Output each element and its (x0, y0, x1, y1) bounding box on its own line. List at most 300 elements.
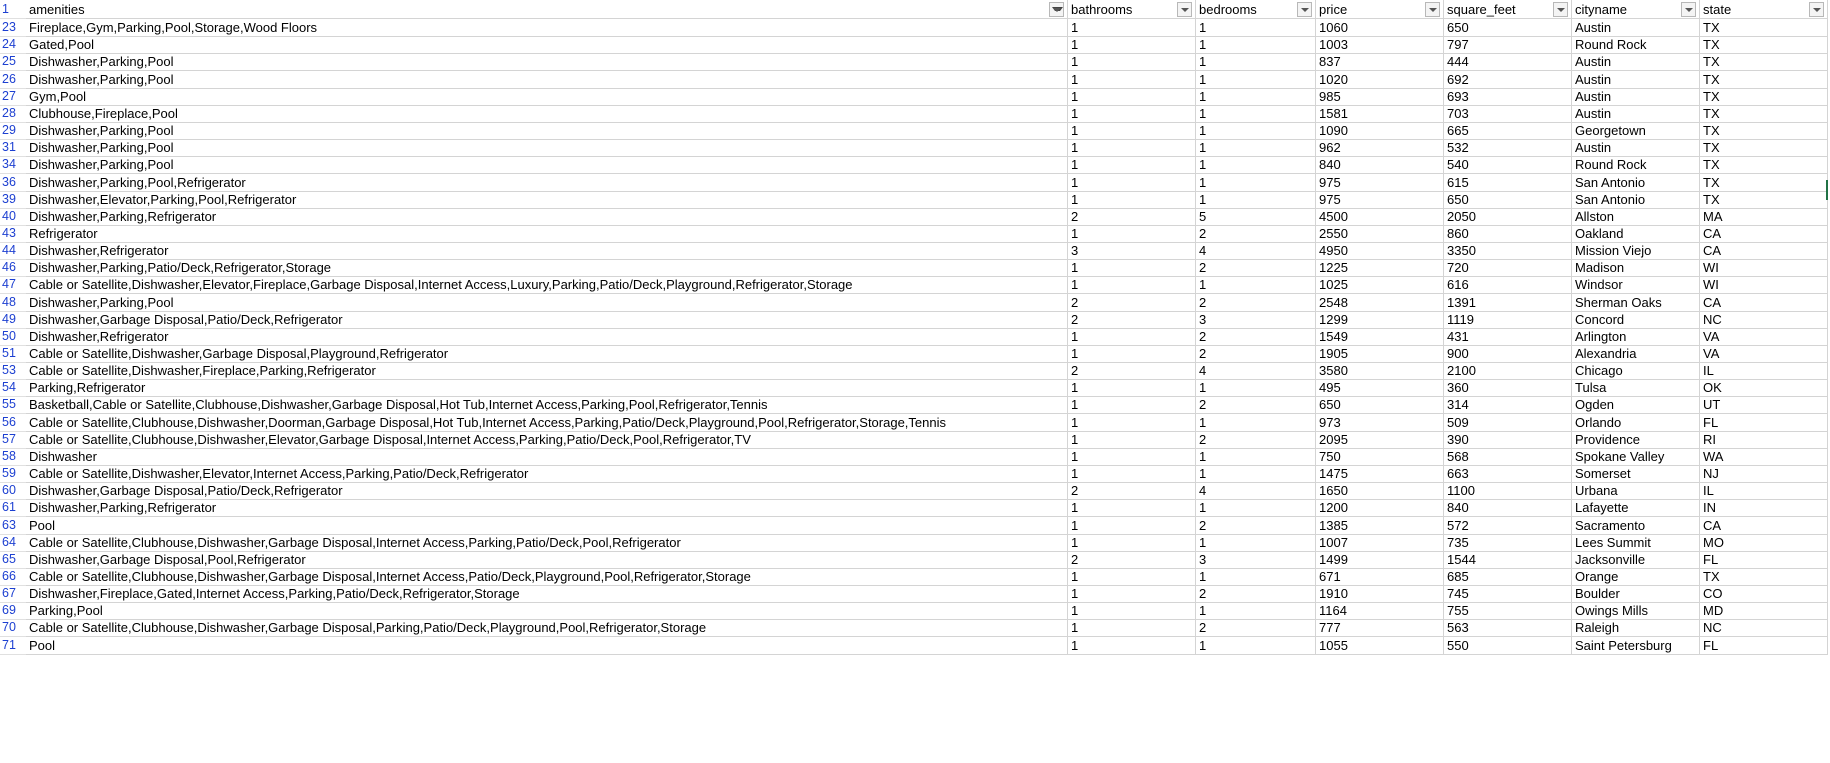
cell-amenities[interactable]: Dishwasher,Parking,Pool (26, 155, 1068, 174)
cell-bathrooms[interactable]: 1 (1068, 121, 1196, 140)
cell-square-feet[interactable]: 615 (1444, 173, 1572, 192)
row-number[interactable]: 54 (0, 378, 26, 397)
cell-price[interactable]: 1200 (1316, 498, 1444, 517)
cell-price[interactable]: 495 (1316, 378, 1444, 397)
cell-amenities[interactable]: Parking,Refrigerator (26, 378, 1068, 397)
cell-amenities[interactable]: Fireplace,Gym,Parking,Pool,Storage,Wood Floors (26, 18, 1068, 37)
cell-bathrooms[interactable]: 1 (1068, 516, 1196, 535)
cell-cityname[interactable]: Raleigh (1572, 618, 1700, 637)
cell-price[interactable]: 1003 (1316, 35, 1444, 54)
cell-square-feet[interactable]: 1100 (1444, 481, 1572, 500)
cell-amenities[interactable]: Dishwasher,Refrigerator (26, 327, 1068, 346)
cell-state[interactable]: MA (1700, 207, 1828, 226)
cell-cityname[interactable]: Urbana (1572, 481, 1700, 500)
cell-price[interactable]: 750 (1316, 447, 1444, 466)
cell-bedrooms[interactable]: 1 (1196, 35, 1316, 54)
cell-square-feet[interactable]: 720 (1444, 258, 1572, 277)
cell-bedrooms[interactable]: 1 (1196, 498, 1316, 517)
cell-square-feet[interactable]: 444 (1444, 52, 1572, 71)
cell-amenities[interactable]: Cable or Satellite,Clubhouse,Dishwasher,Garbage Disposal,Parking,Patio/Deck,Playground,Pool,Refrigerator,Storage (26, 618, 1068, 637)
cell-bedrooms[interactable]: 1 (1196, 121, 1316, 140)
cell-cityname[interactable]: Jacksonville (1572, 550, 1700, 569)
cell-bathrooms[interactable]: 2 (1068, 310, 1196, 329)
cell-bathrooms[interactable]: 1 (1068, 155, 1196, 174)
cell-amenities[interactable]: Dishwasher,Garbage Disposal,Patio/Deck,Refrigerator (26, 481, 1068, 500)
cell-amenities[interactable]: Dishwasher,Garbage Disposal,Pool,Refrigerator (26, 550, 1068, 569)
cell-square-feet[interactable]: 735 (1444, 533, 1572, 552)
cell-state[interactable]: VA (1700, 344, 1828, 363)
cell-cityname[interactable]: Windsor (1572, 275, 1700, 294)
cell-state[interactable]: CA (1700, 516, 1828, 535)
cell-bathrooms[interactable]: 1 (1068, 52, 1196, 71)
cell-state[interactable]: OK (1700, 378, 1828, 397)
cell-cityname[interactable]: San Antonio (1572, 190, 1700, 209)
cell-bedrooms[interactable]: 2 (1196, 224, 1316, 243)
cell-cityname[interactable]: Lees Summit (1572, 533, 1700, 552)
row-number[interactable]: 61 (0, 498, 26, 517)
cell-cityname[interactable]: Austin (1572, 70, 1700, 89)
cell-amenities[interactable]: Basketball,Cable or Satellite,Clubhouse,Dishwasher,Garbage Disposal,Hot Tub,Internet Access,Parking,Pool,Refrigerator,Tennis (26, 395, 1068, 414)
cell-amenities[interactable]: Dishwasher,Fireplace,Gated,Internet Access,Parking,Patio/Deck,Refrigerator,Storage (26, 584, 1068, 603)
cell-bathrooms[interactable]: 1 (1068, 636, 1196, 655)
filter-dropdown-icon[interactable] (1425, 2, 1440, 17)
cell-bedrooms[interactable]: 1 (1196, 52, 1316, 71)
cell-amenities[interactable]: Dishwasher,Elevator,Parking,Pool,Refrigerator (26, 190, 1068, 209)
cell-bedrooms[interactable]: 1 (1196, 104, 1316, 123)
cell-bedrooms[interactable]: 1 (1196, 636, 1316, 655)
cell-bathrooms[interactable]: 2 (1068, 293, 1196, 312)
cell-cityname[interactable]: Austin (1572, 18, 1700, 37)
cell-amenities[interactable]: Dishwasher,Parking,Patio/Deck,Refrigerator,Storage (26, 258, 1068, 277)
cell-state[interactable]: FL (1700, 636, 1828, 655)
cell-amenities[interactable]: Gated,Pool (26, 35, 1068, 54)
cell-bathrooms[interactable]: 2 (1068, 207, 1196, 226)
cell-price[interactable]: 1905 (1316, 344, 1444, 363)
cell-amenities[interactable]: Pool (26, 516, 1068, 535)
cell-bedrooms[interactable]: 2 (1196, 584, 1316, 603)
cell-amenities[interactable]: Cable or Satellite,Dishwasher,Elevator,Internet Access,Parking,Patio/Deck,Refrigerator (26, 464, 1068, 483)
cell-cityname[interactable]: Spokane Valley (1572, 447, 1700, 466)
cell-bathrooms[interactable]: 1 (1068, 584, 1196, 603)
cell-amenities[interactable]: Gym,Pool (26, 87, 1068, 106)
cell-state[interactable]: CA (1700, 224, 1828, 243)
cell-square-feet[interactable]: 532 (1444, 138, 1572, 157)
row-number[interactable]: 70 (0, 618, 26, 637)
cell-price[interactable]: 1385 (1316, 516, 1444, 535)
cell-cityname[interactable]: Ogden (1572, 395, 1700, 414)
cell-bathrooms[interactable]: 2 (1068, 550, 1196, 569)
row-number[interactable]: 26 (0, 70, 26, 89)
cell-bedrooms[interactable]: 1 (1196, 447, 1316, 466)
cell-bedrooms[interactable]: 2 (1196, 258, 1316, 277)
cell-price[interactable]: 985 (1316, 87, 1444, 106)
cell-amenities[interactable]: Cable or Satellite,Clubhouse,Dishwasher,Garbage Disposal,Internet Access,Parking,Patio/Deck,Pool,Refrigerator (26, 533, 1068, 552)
cell-square-feet[interactable]: 650 (1444, 18, 1572, 37)
cell-price[interactable]: 650 (1316, 395, 1444, 414)
cell-amenities[interactable]: Dishwasher,Parking,Pool (26, 70, 1068, 89)
cell-amenities[interactable]: Dishwasher,Refrigerator (26, 241, 1068, 260)
cell-cityname[interactable]: Saint Petersburg (1572, 636, 1700, 655)
filter-dropdown-icon[interactable] (1553, 2, 1568, 17)
cell-bathrooms[interactable]: 1 (1068, 275, 1196, 294)
cell-cityname[interactable]: Lafayette (1572, 498, 1700, 517)
cell-amenities[interactable]: Cable or Satellite,Clubhouse,Dishwasher,Garbage Disposal,Internet Access,Patio/Deck,Playground,Pool,Refrigerator,Storage (26, 567, 1068, 586)
row-number[interactable]: 23 (0, 18, 26, 37)
cell-amenities[interactable]: Cable or Satellite,Dishwasher,Garbage Disposal,Playground,Refrigerator (26, 344, 1068, 363)
column-header-amenities[interactable] (26, 0, 1068, 19)
cell-cityname[interactable]: Orange (1572, 567, 1700, 586)
cell-amenities[interactable]: Dishwasher,Parking,Refrigerator (26, 207, 1068, 226)
cell-bedrooms[interactable]: 1 (1196, 190, 1316, 209)
row-number[interactable]: 47 (0, 275, 26, 294)
cell-price[interactable]: 840 (1316, 155, 1444, 174)
cell-state[interactable]: CO (1700, 584, 1828, 603)
filter-dropdown-icon[interactable] (1681, 2, 1696, 17)
cell-bathrooms[interactable]: 1 (1068, 327, 1196, 346)
cell-amenities[interactable]: Dishwasher (26, 447, 1068, 466)
row-number[interactable]: 50 (0, 327, 26, 346)
cell-bedrooms[interactable]: 4 (1196, 241, 1316, 260)
row-number[interactable]: 55 (0, 395, 26, 414)
cell-state[interactable]: TX (1700, 104, 1828, 123)
cell-bathrooms[interactable]: 1 (1068, 104, 1196, 123)
row-number[interactable]: 31 (0, 138, 26, 157)
cell-state[interactable]: VA (1700, 327, 1828, 346)
filter-dropdown-icon[interactable] (1809, 2, 1824, 17)
cell-square-feet[interactable]: 550 (1444, 636, 1572, 655)
cell-bedrooms[interactable]: 1 (1196, 567, 1316, 586)
cell-bathrooms[interactable]: 1 (1068, 413, 1196, 432)
cell-state[interactable]: UT (1700, 395, 1828, 414)
cell-square-feet[interactable]: 314 (1444, 395, 1572, 414)
row-number[interactable]: 66 (0, 567, 26, 586)
filter-active-icon[interactable] (1049, 2, 1064, 17)
cell-price[interactable]: 1225 (1316, 258, 1444, 277)
cell-bedrooms[interactable]: 4 (1196, 361, 1316, 380)
cell-square-feet[interactable]: 665 (1444, 121, 1572, 140)
cell-price[interactable]: 2095 (1316, 430, 1444, 449)
cell-cityname[interactable]: Sherman Oaks (1572, 293, 1700, 312)
row-number[interactable]: 34 (0, 155, 26, 174)
cell-bathrooms[interactable]: 1 (1068, 378, 1196, 397)
cell-state[interactable]: TX (1700, 173, 1828, 192)
cell-amenities[interactable]: Dishwasher,Parking,Refrigerator (26, 498, 1068, 517)
cell-cityname[interactable]: Madison (1572, 258, 1700, 277)
cell-price[interactable]: 1299 (1316, 310, 1444, 329)
cell-bathrooms[interactable]: 1 (1068, 35, 1196, 54)
cell-amenities[interactable]: Clubhouse,Fireplace,Pool (26, 104, 1068, 123)
cell-price[interactable]: 2550 (1316, 224, 1444, 243)
row-number[interactable]: 58 (0, 447, 26, 466)
cell-cityname[interactable]: Chicago (1572, 361, 1700, 380)
cell-state[interactable]: MO (1700, 533, 1828, 552)
row-number[interactable]: 71 (0, 636, 26, 655)
cell-square-feet[interactable]: 860 (1444, 224, 1572, 243)
cell-bedrooms[interactable]: 1 (1196, 70, 1316, 89)
cell-state[interactable]: TX (1700, 190, 1828, 209)
cell-bathrooms[interactable]: 1 (1068, 395, 1196, 414)
row-number[interactable]: 59 (0, 464, 26, 483)
cell-bedrooms[interactable]: 2 (1196, 618, 1316, 637)
cell-state[interactable]: MD (1700, 601, 1828, 620)
cell-state[interactable]: IL (1700, 481, 1828, 500)
cell-price[interactable]: 1060 (1316, 18, 1444, 37)
cell-state[interactable]: IN (1700, 498, 1828, 517)
cell-square-feet[interactable]: 685 (1444, 567, 1572, 586)
cell-square-feet[interactable]: 540 (1444, 155, 1572, 174)
cell-square-feet[interactable]: 431 (1444, 327, 1572, 346)
cell-bathrooms[interactable]: 1 (1068, 533, 1196, 552)
cell-bedrooms[interactable]: 2 (1196, 395, 1316, 414)
cell-state[interactable]: NJ (1700, 464, 1828, 483)
cell-bedrooms[interactable]: 1 (1196, 601, 1316, 620)
cell-state[interactable]: RI (1700, 430, 1828, 449)
row-number[interactable]: 27 (0, 87, 26, 106)
cell-square-feet[interactable]: 745 (1444, 584, 1572, 603)
cell-bathrooms[interactable]: 1 (1068, 430, 1196, 449)
cell-square-feet[interactable]: 663 (1444, 464, 1572, 483)
cell-bedrooms[interactable]: 1 (1196, 87, 1316, 106)
cell-state[interactable]: TX (1700, 121, 1828, 140)
cell-state[interactable]: TX (1700, 52, 1828, 71)
cell-price[interactable]: 1499 (1316, 550, 1444, 569)
cell-bedrooms[interactable]: 2 (1196, 430, 1316, 449)
cell-cityname[interactable]: Mission Viejo (1572, 241, 1700, 260)
cell-bathrooms[interactable]: 1 (1068, 224, 1196, 243)
cell-state[interactable]: IL (1700, 361, 1828, 380)
cell-state[interactable]: TX (1700, 567, 1828, 586)
cell-square-feet[interactable]: 360 (1444, 378, 1572, 397)
cell-square-feet[interactable]: 840 (1444, 498, 1572, 517)
filter-dropdown-icon[interactable] (1177, 2, 1192, 17)
cell-amenities[interactable]: Pool (26, 636, 1068, 655)
cell-cityname[interactable]: Providence (1572, 430, 1700, 449)
row-number[interactable]: 63 (0, 516, 26, 535)
cell-bedrooms[interactable]: 4 (1196, 481, 1316, 500)
cell-bedrooms[interactable]: 1 (1196, 173, 1316, 192)
cell-price[interactable]: 4950 (1316, 241, 1444, 260)
cell-state[interactable]: TX (1700, 35, 1828, 54)
cell-bathrooms[interactable]: 1 (1068, 618, 1196, 637)
cell-square-feet[interactable]: 1391 (1444, 293, 1572, 312)
cell-square-feet[interactable]: 563 (1444, 618, 1572, 637)
row-number[interactable]: 60 (0, 481, 26, 500)
cell-cityname[interactable]: Austin (1572, 138, 1700, 157)
cell-price[interactable]: 975 (1316, 190, 1444, 209)
cell-cityname[interactable]: Austin (1572, 52, 1700, 71)
cell-bedrooms[interactable]: 1 (1196, 138, 1316, 157)
cell-square-feet[interactable]: 1119 (1444, 310, 1572, 329)
cell-state[interactable]: NC (1700, 618, 1828, 637)
row-number[interactable]: 40 (0, 207, 26, 226)
cell-amenities[interactable]: Dishwasher,Parking,Pool (26, 121, 1068, 140)
cell-bathrooms[interactable]: 1 (1068, 447, 1196, 466)
cell-bathrooms[interactable]: 1 (1068, 173, 1196, 192)
cell-bathrooms[interactable]: 1 (1068, 70, 1196, 89)
cell-bedrooms[interactable]: 2 (1196, 516, 1316, 535)
cell-cityname[interactable]: Somerset (1572, 464, 1700, 483)
row-number[interactable]: 39 (0, 190, 26, 209)
cell-price[interactable]: 1910 (1316, 584, 1444, 603)
cell-price[interactable]: 4500 (1316, 207, 1444, 226)
row-number[interactable]: 48 (0, 293, 26, 312)
cell-bathrooms[interactable]: 2 (1068, 481, 1196, 500)
cell-amenities[interactable]: Dishwasher,Garbage Disposal,Patio/Deck,Refrigerator (26, 310, 1068, 329)
cell-state[interactable]: CA (1700, 293, 1828, 312)
cell-state[interactable]: TX (1700, 70, 1828, 89)
cell-amenities[interactable]: Refrigerator (26, 224, 1068, 243)
cell-bedrooms[interactable]: 1 (1196, 533, 1316, 552)
cell-square-feet[interactable]: 2050 (1444, 207, 1572, 226)
cell-bathrooms[interactable]: 1 (1068, 601, 1196, 620)
cell-cityname[interactable]: Orlando (1572, 413, 1700, 432)
cell-bedrooms[interactable]: 1 (1196, 18, 1316, 37)
row-number[interactable]: 1 (0, 0, 26, 19)
cell-state[interactable]: TX (1700, 18, 1828, 37)
cell-price[interactable]: 975 (1316, 173, 1444, 192)
cell-amenities[interactable]: Dishwasher,Parking,Pool (26, 293, 1068, 312)
cell-square-feet[interactable]: 692 (1444, 70, 1572, 89)
cell-state[interactable]: TX (1700, 138, 1828, 157)
cell-square-feet[interactable]: 693 (1444, 87, 1572, 106)
cell-bedrooms[interactable]: 1 (1196, 275, 1316, 294)
cell-bedrooms[interactable]: 2 (1196, 293, 1316, 312)
cell-cityname[interactable]: Oakland (1572, 224, 1700, 243)
cell-bedrooms[interactable]: 3 (1196, 310, 1316, 329)
cell-bedrooms[interactable]: 2 (1196, 327, 1316, 346)
cell-price[interactable]: 1055 (1316, 636, 1444, 655)
row-number[interactable]: 43 (0, 224, 26, 243)
cell-state[interactable]: WI (1700, 258, 1828, 277)
cell-square-feet[interactable]: 572 (1444, 516, 1572, 535)
cell-cityname[interactable]: Arlington (1572, 327, 1700, 346)
cell-price[interactable]: 2548 (1316, 293, 1444, 312)
cell-price[interactable]: 671 (1316, 567, 1444, 586)
cell-bathrooms[interactable]: 2 (1068, 361, 1196, 380)
cell-state[interactable]: TX (1700, 155, 1828, 174)
cell-amenities[interactable]: Parking,Pool (26, 601, 1068, 620)
cell-square-feet[interactable]: 616 (1444, 275, 1572, 294)
cell-square-feet[interactable]: 755 (1444, 601, 1572, 620)
row-number[interactable]: 49 (0, 310, 26, 329)
cell-square-feet[interactable]: 390 (1444, 430, 1572, 449)
cell-amenities[interactable]: Cable or Satellite,Clubhouse,Dishwasher,Elevator,Garbage Disposal,Internet Access,Parking,Patio/Deck,Pool,Refrigerator,TV (26, 430, 1068, 449)
cell-cityname[interactable]: San Antonio (1572, 173, 1700, 192)
cell-state[interactable]: NC (1700, 310, 1828, 329)
cell-square-feet[interactable]: 3350 (1444, 241, 1572, 260)
cell-bathrooms[interactable]: 1 (1068, 464, 1196, 483)
row-number[interactable]: 36 (0, 173, 26, 192)
column-header-bedrooms[interactable] (1196, 0, 1316, 19)
cell-price[interactable]: 1007 (1316, 533, 1444, 552)
cell-price[interactable]: 1475 (1316, 464, 1444, 483)
row-number[interactable]: 64 (0, 533, 26, 552)
row-number[interactable]: 28 (0, 104, 26, 123)
cell-square-feet[interactable]: 509 (1444, 413, 1572, 432)
cell-amenities[interactable]: Cable or Satellite,Dishwasher,Elevator,Fireplace,Garbage Disposal,Internet Access,Luxury,Parking,Patio/Deck,Playground,Refrigerator,Storage (26, 275, 1068, 294)
cell-price[interactable]: 3580 (1316, 361, 1444, 380)
cell-bathrooms[interactable]: 1 (1068, 18, 1196, 37)
cell-square-feet[interactable]: 650 (1444, 190, 1572, 209)
cell-bedrooms[interactable]: 3 (1196, 550, 1316, 569)
row-number[interactable]: 56 (0, 413, 26, 432)
cell-price[interactable]: 1164 (1316, 601, 1444, 620)
cell-bathrooms[interactable]: 3 (1068, 241, 1196, 260)
cell-amenities[interactable]: Dishwasher,Parking,Pool,Refrigerator (26, 173, 1068, 192)
cell-price[interactable]: 1549 (1316, 327, 1444, 346)
column-header-price[interactable] (1316, 0, 1444, 19)
cell-price[interactable]: 1090 (1316, 121, 1444, 140)
cell-amenities[interactable]: Cable or Satellite,Dishwasher,Fireplace,Parking,Refrigerator (26, 361, 1068, 380)
cell-bedrooms[interactable]: 1 (1196, 413, 1316, 432)
cell-bathrooms[interactable]: 1 (1068, 87, 1196, 106)
cell-bedrooms[interactable]: 5 (1196, 207, 1316, 226)
row-number[interactable]: 69 (0, 601, 26, 620)
cell-bathrooms[interactable]: 1 (1068, 138, 1196, 157)
cell-price[interactable]: 777 (1316, 618, 1444, 637)
cell-amenities[interactable]: Cable or Satellite,Clubhouse,Dishwasher,Doorman,Garbage Disposal,Hot Tub,Internet Access,Parking,Patio/Deck,Playground,Pool,Refrigerator,Storage,Tennis (26, 413, 1068, 432)
cell-cityname[interactable]: Concord (1572, 310, 1700, 329)
column-header-square-feet[interactable] (1444, 0, 1572, 19)
row-number[interactable]: 51 (0, 344, 26, 363)
cell-price[interactable]: 1025 (1316, 275, 1444, 294)
cell-square-feet[interactable]: 703 (1444, 104, 1572, 123)
cell-price[interactable]: 1581 (1316, 104, 1444, 123)
row-number[interactable]: 24 (0, 35, 26, 54)
cell-bathrooms[interactable]: 1 (1068, 258, 1196, 277)
cell-bedrooms[interactable]: 2 (1196, 344, 1316, 363)
cell-state[interactable]: FL (1700, 413, 1828, 432)
cell-price[interactable]: 1650 (1316, 481, 1444, 500)
cell-square-feet[interactable]: 1544 (1444, 550, 1572, 569)
row-number[interactable]: 67 (0, 584, 26, 603)
row-number[interactable]: 46 (0, 258, 26, 277)
row-number[interactable]: 53 (0, 361, 26, 380)
cell-price[interactable]: 1020 (1316, 70, 1444, 89)
cell-bedrooms[interactable]: 1 (1196, 464, 1316, 483)
cell-state[interactable]: WA (1700, 447, 1828, 466)
row-number[interactable]: 65 (0, 550, 26, 569)
cell-square-feet[interactable]: 797 (1444, 35, 1572, 54)
cell-bathrooms[interactable]: 1 (1068, 498, 1196, 517)
filter-dropdown-icon[interactable] (1297, 2, 1312, 17)
cell-bathrooms[interactable]: 1 (1068, 567, 1196, 586)
cell-price[interactable]: 973 (1316, 413, 1444, 432)
row-number[interactable]: 29 (0, 121, 26, 140)
cell-price[interactable]: 962 (1316, 138, 1444, 157)
cell-bedrooms[interactable]: 1 (1196, 155, 1316, 174)
cell-cityname[interactable]: Sacramento (1572, 516, 1700, 535)
cell-amenities[interactable]: Dishwasher,Parking,Pool (26, 52, 1068, 71)
cell-bedrooms[interactable]: 1 (1196, 378, 1316, 397)
cell-cityname[interactable]: Allston (1572, 207, 1700, 226)
cell-state[interactable]: CA (1700, 241, 1828, 260)
cell-cityname[interactable]: Boulder (1572, 584, 1700, 603)
cell-bathrooms[interactable]: 1 (1068, 190, 1196, 209)
cell-cityname[interactable]: Round Rock (1572, 35, 1700, 54)
column-header-state[interactable] (1700, 0, 1828, 19)
row-number[interactable]: 44 (0, 241, 26, 260)
cell-square-feet[interactable]: 2100 (1444, 361, 1572, 380)
row-number[interactable]: 25 (0, 52, 26, 71)
cell-cityname[interactable]: Austin (1572, 104, 1700, 123)
cell-cityname[interactable]: Tulsa (1572, 378, 1700, 397)
row-number[interactable]: 57 (0, 430, 26, 449)
cell-state[interactable]: TX (1700, 87, 1828, 106)
cell-state[interactable]: FL (1700, 550, 1828, 569)
cell-cityname[interactable]: Alexandria (1572, 344, 1700, 363)
cell-price[interactable]: 837 (1316, 52, 1444, 71)
